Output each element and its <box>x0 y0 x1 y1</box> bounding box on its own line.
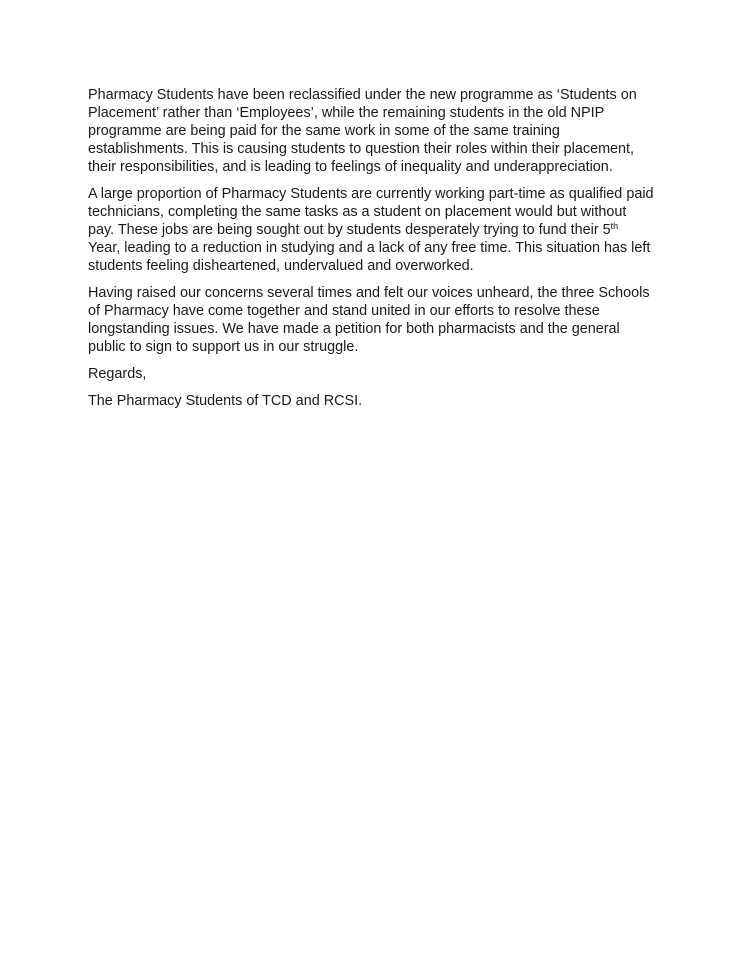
ordinal-suffix: th <box>610 221 619 231</box>
paragraph-part-time-work-text: A large proportion of Pharmacy Students are currently working part-time as qualified paid technicians, completing the same tasks as a student on placement would but without pay. These jobs are being sought out by students desperately trying to fund their 5 <box>88 186 654 238</box>
closing-regards: Regards, <box>88 366 147 382</box>
paragraph-part-time-work <box>88 185 654 275</box>
paragraph-petition: Having raised our concerns several times and felt our voices unheard, the three Schools of Pharmacy have come together and stand united in our efforts to resolve these longstanding issues. We have made a petition for both pharmacists and the general public to sign to support us in our struggle. <box>88 285 650 355</box>
paragraph-part-time-work-text-end: Year, leading to a reduction in studying and a lack of any free time. This situation has left students feeling disheartened, undervalued and overworked. <box>88 240 651 274</box>
signature: The Pharmacy Students of TCD and RCSI. <box>88 393 363 409</box>
letter-body <box>88 86 654 419</box>
paragraph-reclassification: Pharmacy Students have been reclassified under the new programme as ‘Students on Placement’ rather than ‘Employees’, while the remaining students in the old NPIP programme are being paid for the same work in some of the same training establishments. This is causing students to question their roles within their placement, their responsibilities, and is leading to feelings of inequality and underappreciation. <box>88 87 637 175</box>
